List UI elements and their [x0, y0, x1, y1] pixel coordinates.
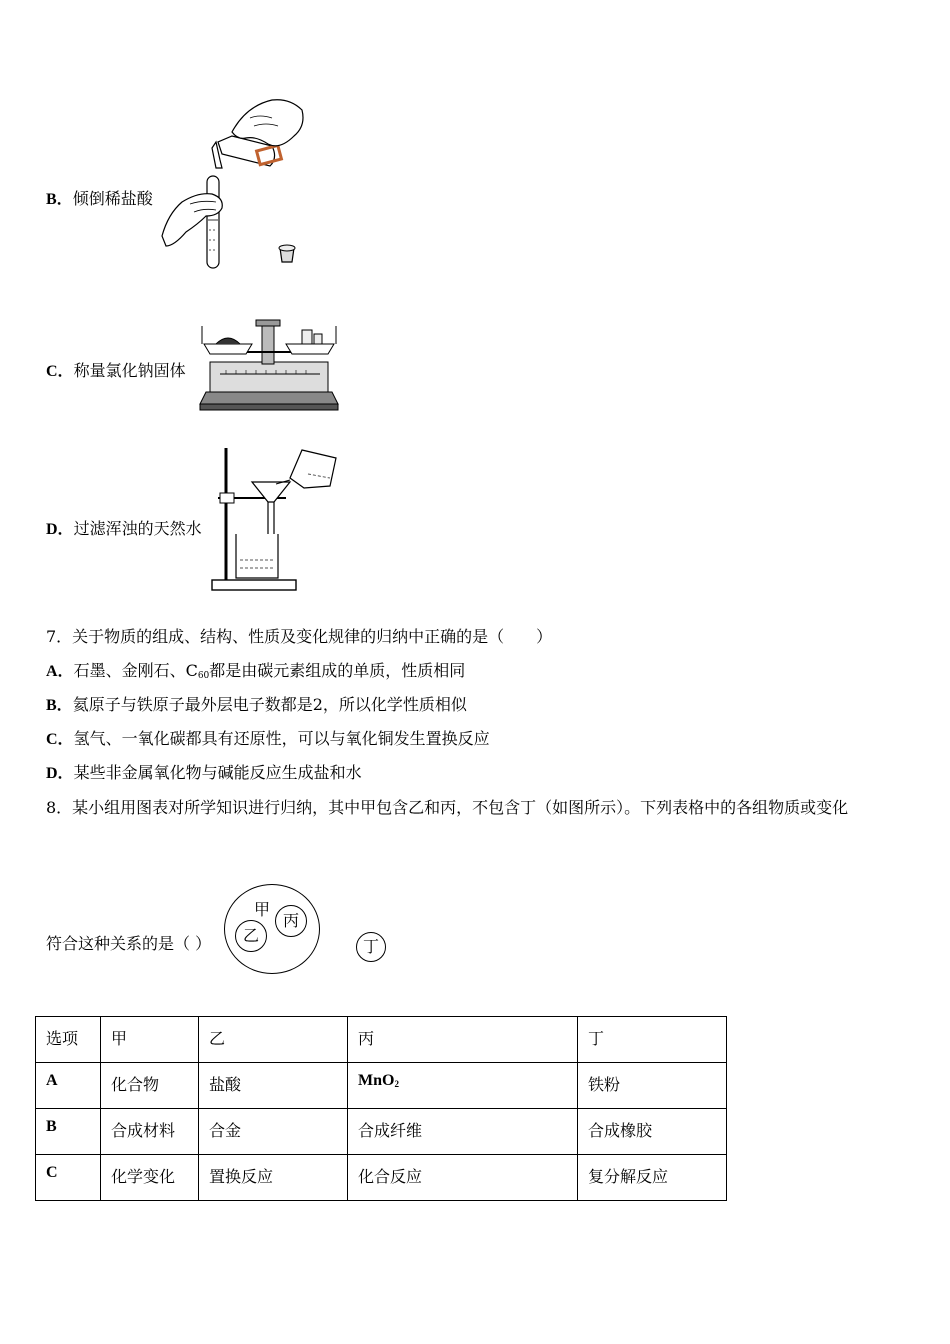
subscript: 60	[197, 671, 210, 681]
table-cell	[348, 1063, 578, 1109]
table-row	[36, 1155, 727, 1201]
table-cell: 合成纤维	[348, 1109, 578, 1155]
option-label: D．	[46, 521, 74, 538]
option-text: 某些非金属氧化物与碱能反应生成盐和水	[73, 763, 362, 782]
table-cell: 盐酸	[199, 1063, 348, 1109]
option-text: 称量氯化钠固体	[73, 361, 186, 380]
q8-stem-cont: 符合这种关系的是（ ）	[46, 934, 212, 953]
table-cell: 化合反应	[348, 1155, 578, 1201]
table-cell: 化学变化	[101, 1155, 199, 1201]
option-c-prev	[46, 361, 186, 382]
table-header: 甲	[101, 1017, 199, 1063]
option-label: B．	[46, 191, 73, 208]
table-cell: B	[36, 1109, 101, 1155]
option-text-post: 都是由碳元素组成的单质，性质相同	[209, 661, 466, 680]
q7-option-c	[46, 729, 490, 750]
q7-stem: 7．关于物质的组成、结构、性质及变化规律的归纳中正确的是（ ）	[46, 627, 553, 646]
q7-option-b	[46, 695, 467, 716]
table-row	[36, 1063, 727, 1109]
option-text: 倾倒稀盐酸	[72, 189, 153, 208]
table-header-row	[36, 1017, 727, 1063]
inner-label-bing: 丙	[282, 911, 299, 930]
table-cell: C	[36, 1155, 101, 1201]
option-label: C．	[46, 363, 74, 380]
option-text: 过滤浑浊的天然水	[73, 519, 202, 538]
table-header: 选项	[36, 1017, 101, 1063]
outside-label-ding: 丁	[362, 937, 379, 956]
pouring-acid-illustration	[160, 96, 310, 274]
outside-circle-ding	[356, 932, 386, 962]
option-text: 氦原子与铁原子最外层电子数都是2，所以化学性质相似	[72, 695, 467, 714]
table-cell: 复分解反应	[578, 1155, 727, 1201]
q8-table	[35, 1016, 727, 1201]
table-cell: 铁粉	[578, 1063, 727, 1109]
option-d-prev	[46, 519, 202, 540]
q8-stem: 8．某小组用图表对所学知识进行归纳，其中甲包含乙和丙，不包含丁（如图所示）。下列表格中的各组物质或变化	[46, 798, 849, 817]
inner-circle-yi	[235, 920, 267, 952]
table-cell: 化合物	[101, 1063, 199, 1109]
subscript: 2	[394, 1079, 399, 1089]
table-cell: 置换反应	[199, 1155, 348, 1201]
q7-option-d	[46, 763, 362, 784]
option-b-prev	[46, 189, 153, 210]
outer-label: 甲	[254, 900, 271, 919]
option-label: B．	[46, 697, 73, 714]
balance-scale-illustration	[196, 318, 341, 412]
table-header: 丁	[578, 1017, 727, 1063]
table-cell: 合金	[199, 1109, 348, 1155]
inner-circle-bing	[275, 905, 307, 937]
option-label: D．	[46, 765, 74, 782]
option-text-pre: 石墨、金刚石、C	[73, 661, 198, 680]
table-header: 乙	[199, 1017, 348, 1063]
table-cell: A	[36, 1063, 101, 1109]
q7-option-a	[46, 661, 465, 686]
table-cell: 合成材料	[101, 1109, 199, 1155]
option-text: 氢气、一氧化碳都具有还原性，可以与氧化铜发生置换反应	[73, 729, 490, 748]
table-cell: 合成橡胶	[578, 1109, 727, 1155]
option-label: A．	[46, 663, 74, 680]
option-label: C．	[46, 731, 74, 748]
venn-diagram	[224, 884, 394, 978]
filtration-apparatus-illustration	[208, 444, 342, 594]
inner-label-yi: 乙	[242, 926, 259, 945]
formula: MnO	[358, 1072, 395, 1089]
table-row	[36, 1109, 727, 1155]
table-header: 丙	[348, 1017, 578, 1063]
